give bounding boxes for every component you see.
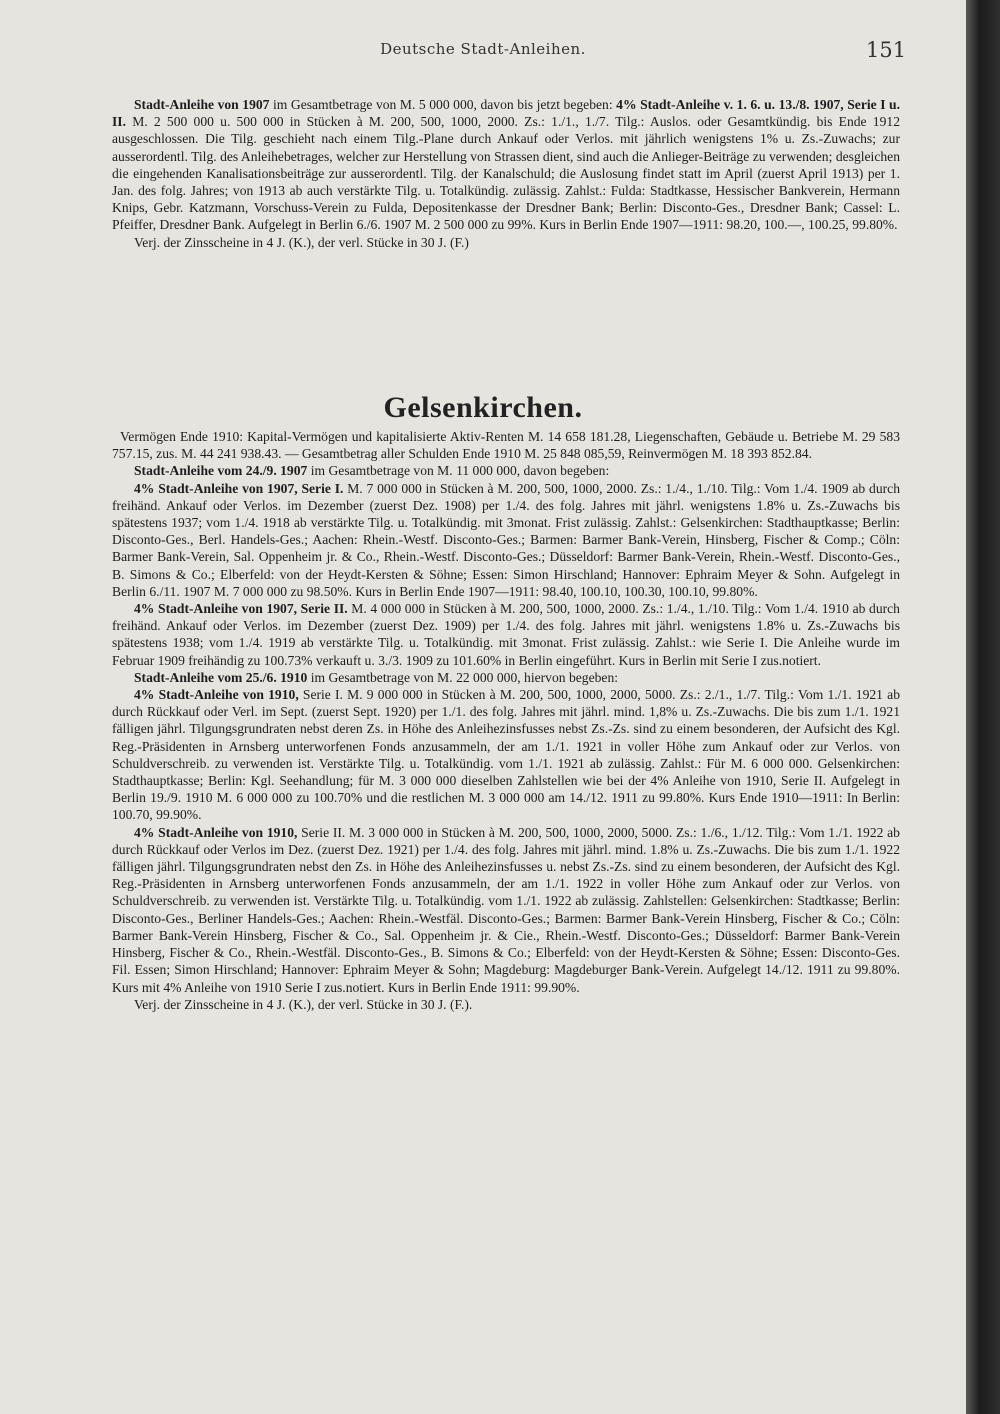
serie-1910-1-heading: 4% Stadt-Anleihe von 1910, (134, 687, 299, 703)
anleihe-1907-heading: Stadt-Anleihe vom 24./9. 1907 (134, 463, 308, 479)
serie-heading: 4% Stadt-Anleihe v. 1. 6. u. 13./8. 1907, Serie I u. II. (112, 97, 900, 130)
serie-1910-2-body: Serie II. M. 3 000 000 in Stücken à M. 200, 500, 1000, 2000, 5000. Zs.: 1./6., 1./12. Tilg.: Vom 1./1. 1922 ab durch Rückkauf oder Verlos im Dez. (zuerst Dez. 1921) per 1./4. des folg. Jahres mit jährl. mind. 1.8% u. Zs.-Zuwachs. Die bis zum 1./1. 1922 fälligen jährl. Tilgungsgrundraten nebst den Zs. in Höhe des Anleihezinsfusses u. nebst Zs.-Zs. sind zu einem besonderen, der Aufsicht des Kgl. Reg.-Präsidenten in Arnsberg unterworfenen Fonds anzusammeln, der am 1./1. 1922 in voller Höhe zum Ankauf oder zur Verlos. von Schuldverschreib. zu verwenden ist. Verstärkte Tilg. u. Totalkündig. vom 1./1. 1922 ab zulässig. Zahlstellen: Gelsenkirchen: Stadtkasse; Berlin: Disconto-Ges., Berliner Handels-Ges.; Aachen: Rhein.-Westfäl. Disconto-Ges.; Barmen: Barmer Bank-Verein Hinsberg, Fischer & Co.; Cöln: Barmer Bank-Verein Hinsberg, Fischer & Co., Sal. Oppenheim jr. & Cie., Rhein.-Westf. Disconto-Ges.; Düsseldorf: Barmer Bank-Verein Hinsberg, Fischer & Co., Rhein.-Westfäl. Disconto-Ges., B. Simons & Co.; Elberfeld: von der Heydt-Kersten & Söhne; Essen: Disconto-Ges. Fil. Essen; Simon Hirschland; Hannover: Ephraim Meyer & Sohn; Magdeburg: Magdeburger Bank-Verein. Aufgelegt 14./12. 1911 zu 99.80%. Kurs mit 4% Anleihe von 1910 Serie I zus.notiert. Kurs in Berlin Ende 1911: 99.90%. (112, 824, 900, 995)
verjaehrung-note: Verj. der Zinsscheine in 4 J. (K.), der verl. Stücke in 30 J. (F.) (134, 234, 469, 250)
running-header: Deutsche Stadt-Anleihen. (380, 40, 586, 58)
page-number: 151 (866, 38, 907, 62)
serie-1-body: M. 7 000 000 in Stücken à M. 200, 500, 1000, 2000. Zs.: 1./4., 1./10. Tilg.: Vom 1./4. 1909 ab durch freihänd. Ankauf oder Verlos. im Dezember (zuerst Dez. 1908) per 1./4. des folg. Jahres mit jährl. wenigstens 1.8% u. Zs.-Zuwachs bis spätestens 1937; vom 1./4. 1918 ab verstärkte Tilg. u. Totalkündig. mit 3monat. Frist zulässig. Zahlst.: Gelsenkirchen: Stadthauptkasse; Berlin: Disconto-Ges., Berl. Handels-Ges.; Aachen: Rhein.-Westf. Disconto-Ges.; Barmen: Barmer Bank-Verein, Hinsberg, Fischer & Comp.; Cöln: Barmer Bank-Verein, Sal. Oppenheim jr. & Co., Rhein.-Westf. Disconto-Ges.; Düsseldorf: Barmer Bank-Verein, Rhein.-Westf. Disconto-Ges., B. Simons & Co.; Elberfeld: von der Heydt-Kersten & Söhne; Essen: Simon Hirschland; Hannover: Ephraim Meyer & Sohn. Aufgelegt in Berlin 6./11. 1907 M. 7 000 000 zu 98.50%. Kurs in Berlin Ende 1907—1911: 98.40, 100.10, 100.30, 100.10, 99.80%. (112, 480, 900, 599)
serie-1910-2-heading: 4% Stadt-Anleihe von 1910, (134, 824, 298, 840)
stadt-anleihe-1907-block (112, 96, 900, 251)
vermoegen-paragraph: Vermögen Ende 1910: Kapital-Vermögen und kapitalisierte Aktiv-Renten M. 14 658 181.28, Liegenschaften, Gebäude u. Betriebe M. 29 583 757.15, zus. M. 44 241 938.43. — Gesamtbetrag aller Schulden Ende 1910 M. 25 848 085,59, Reinvermögen M. 18 393 852.84. (112, 429, 900, 462)
serie-body: M. 2 500 000 u. 500 000 in Stücken à M. 200, 500, 1000, 2000. Zs.: 1./1., 1./7. Tilg.: Auslos. oder Gesamtkündig. bis Ende 1912 ausgeschlossen. Die Tilg. geschieht nach einem Tilg.-Plane durch Ankauf oder Verlos. mit jährlich wenigstens 1% u. Zs.-Zuwachs; zur ausserordentl. Tilg. des Anleihebetrages, welcher zur Herstellung von Strassen dient, sind auch die Anlieger-Beiträge zu verwenden; desgleichen die eingehenden Kanalisationsbeiträge zur ausserordentl. Tilg. der Kanalschuld; die Auslosung findet statt im April (zuerst April 1913) per 1. Jan. des folg. Jahres; von 1913 ab auch verstärkte Tilg. u. Totalkündig. zulässig. Zahlst.: Fulda: Stadtkasse, Hessischer Bankverein, Hermann Knips, Gebr. Katzmann, Vorschuss-Verein zu Fulda, Depositenkasse der Dresdner Bank; Berlin: Disconto-Ges., Dresdner Bank; Cassel: L. Pfeiffer, Dresdner Bank. Aufgelegt in Berlin 6./6. 1907 M. 2 500 000 zu 99%. Kurs in Berlin Ende 1907—1911: 98.20, 100.—, 100.25, 99.80%. (112, 114, 900, 233)
gelsenkirchen-block (112, 428, 900, 1013)
anleihe-1907-text: im Gesamtbetrage von M. 11 000 000, davon begeben: (307, 463, 610, 479)
anleihe-heading: Stadt-Anleihe von 1907 (134, 97, 270, 112)
section-title: Gelsenkirchen. (383, 391, 583, 424)
anleihe-text: im Gesamtbetrage von M. 5 000 000, davon bis jetzt begeben: (269, 97, 617, 112)
book-spine-shadow (966, 0, 1000, 1414)
serie-1-heading: 4% Stadt-Anleihe von 1907, Serie I. (134, 480, 344, 496)
serie-2-body: M. 4 000 000 in Stücken à M. 200, 500, 1000, 2000. Zs.: 1./4., 1./10. Tilg.: Vom 1./4. 1910 ab durch freihänd. Ankauf oder Verlos. im Dezember (zuerst Dez. 1909) per 1./4. des folg. Jahres mit jährl. wenigstens 1.8% u. Zs.-Zuwachs bis spätestens 1938; vom 1./4. 1919 ab verstärkte Tilg. u. Totalkündig. mit 3monat. Frist zulässig. Zahlst.: wie Serie I. Die Anleihe wurde im Februar 1909 freihändig zu 100.73% verkauft u. 3./3. 1909 zu 101.60% in Berlin eingeführt. Kurs in Berlin mit Serie I zus.notiert. (112, 601, 900, 668)
anleihe-1910-text: im Gesamtbetrage von M. 22 000 000, hiervon begeben: (307, 669, 619, 685)
anleihe-1910-heading: Stadt-Anleihe vom 25./6. 1910 (134, 669, 308, 685)
verjaehrung-note-2: Verj. der Zinsscheine in 4 J. (K.), der verl. Stücke in 30 J. (F.). (134, 996, 473, 1012)
serie-1910-1-body: Serie I. M. 9 000 000 in Stücken à M. 200, 500, 1000, 2000, 5000. Zs.: 2./1., 1./7. Tilg.: Vom 1./1. 1921 ab durch Rückkauf oder Verl. im Sept. (zuerst Sept. 1920) per 1./1. des folg. Jahres mit jährl. mind. 1,8% u. Zs.-Zuwachs. Die bis zum 1./1. 1921 fälligen jährl. Tilgungsgrundraten nebst deren Zs. in Höhe des Anleihezinsfusses nebst Zs.-Zs. sind zu einem besonderen, der Aufsicht des Kgl. Reg.-Präsidenten in Arnsberg unterworfenen Fonds anzusammeln, der am 1./1. 1921 in voller Höhe zum Ankauf oder zur Verlos. von Schuldverschreib. zu verwenden ist. Verstärkte Tilg. u. Totalkündig. vom 1./1. 1921 ab zulässig. Zahlst.: Für M. 6 000 000. Gelsenkirchen: Stadthauptkasse; Berlin: Kgl. Seehandlung; für M. 3 000 000 dieselben Zahlstellen wie bei der 4% Anleihe von 1910, Serie II. Aufgelegt in Berlin 19./9. 1910 M. 6 000 000 zu 100.70% und die restlichen M. 3 000 000 am 14./12. 1911 zu 99.80%. Kurs Ende 1910—1911: In Berlin: 100.70, 99.90%. (112, 687, 900, 823)
serie-2-heading: 4% Stadt-Anleihe von 1907, Serie II. (134, 601, 348, 617)
